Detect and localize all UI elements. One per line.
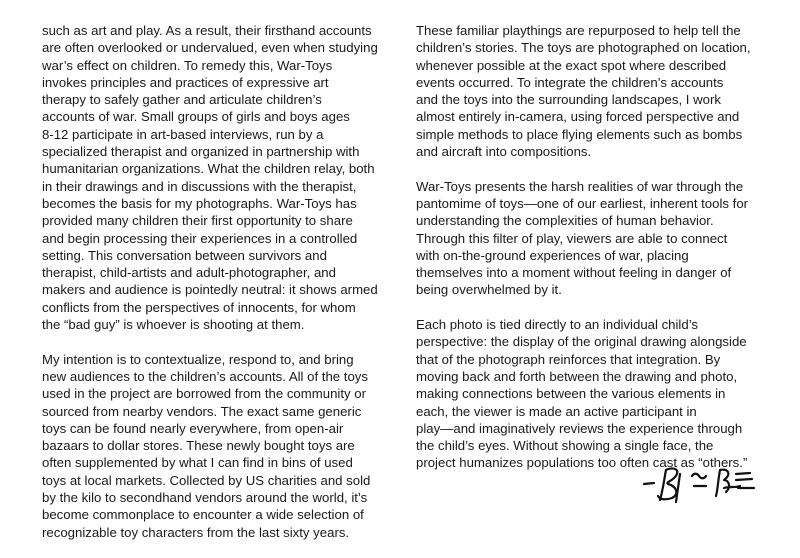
paragraph: My intention is to contextualize, respond to, and bring new audiences to the children’s accounts. All of the toys used in the project are borrowed from the community or sourced from nearby vendors. The exact same generic toys can be found nearly everywhere, from open-air bazaars to dollar stores. These newly bought toys are often supplemented by what I can find in bins of used toys at local markets. Collected by US charities and sold by the kilo to secondhand vendors around the world, it’s become commonplace to encounter a wide selection of recognizable toy characters from the last sixty years. xyxy=(42,351,371,540)
paragraph: Each photo is tied directly to an individual child’s perspective: the display of the original drawing alongside that of the photograph reinforces that integration. By moving back and forth between the drawing and photo, making connections between the various elements in each, the viewer is made an active participant in play—and imaginatively reviews the experience through the child’s eyes. Without showing a single face, the project humanizes populations too often cast as “others.” xyxy=(416,317,748,471)
signature xyxy=(636,462,760,508)
paragraph: War-Toys presents the harsh realities of war through the pantomime of toys—one of our earliest, inherent tools for understanding the complexities of human behavior. Through this filter of play, viewers are able to connect with on-the-ground experiences of war, placing themselves into a moment without feeling in danger of being overwhelmed by it. xyxy=(416,178,749,298)
text-column-left xyxy=(42,22,408,558)
text-column-right xyxy=(416,22,782,489)
paragraph: such as art and play. As a result, their firsthand accounts are often overlooked or undervalued, even when studying war’s effect on children. To remedy this, War-Toys invokes principles and practices of expressive art therapy to safely gather and articulate children’s accounts of war. Small groups of girls and boys ages 8-12 participate in art-based interviews, run by a specialized therapist and organized in partnership with humanitarian organizations. What the children relay, both in their drawings and in discussions with the therapist, becomes the basis for my photographs. War-Toys has provided many children their first opportunity to share and begin processing their experiences in a controlled setting. This conversation between survivors and therapist, child-artists and adult-photographer, and makers and audience is pointedly neutral: it shows armed conflicts from the perspectives of innocents, for whom the “bad guy” is whoever is shooting at them. xyxy=(42,23,378,333)
paragraph: These familiar playthings are repurposed to help tell the children’s stories. The toys are photographed on location, whenever possible at the exact spot where described events occurred. To integrate the children’s accounts and the toys into the surrounding landscapes, I work almost entirely in-camera, using forced perspective and simple methods to place flying elements such as bombs and aircraft into compositions. xyxy=(416,23,751,160)
